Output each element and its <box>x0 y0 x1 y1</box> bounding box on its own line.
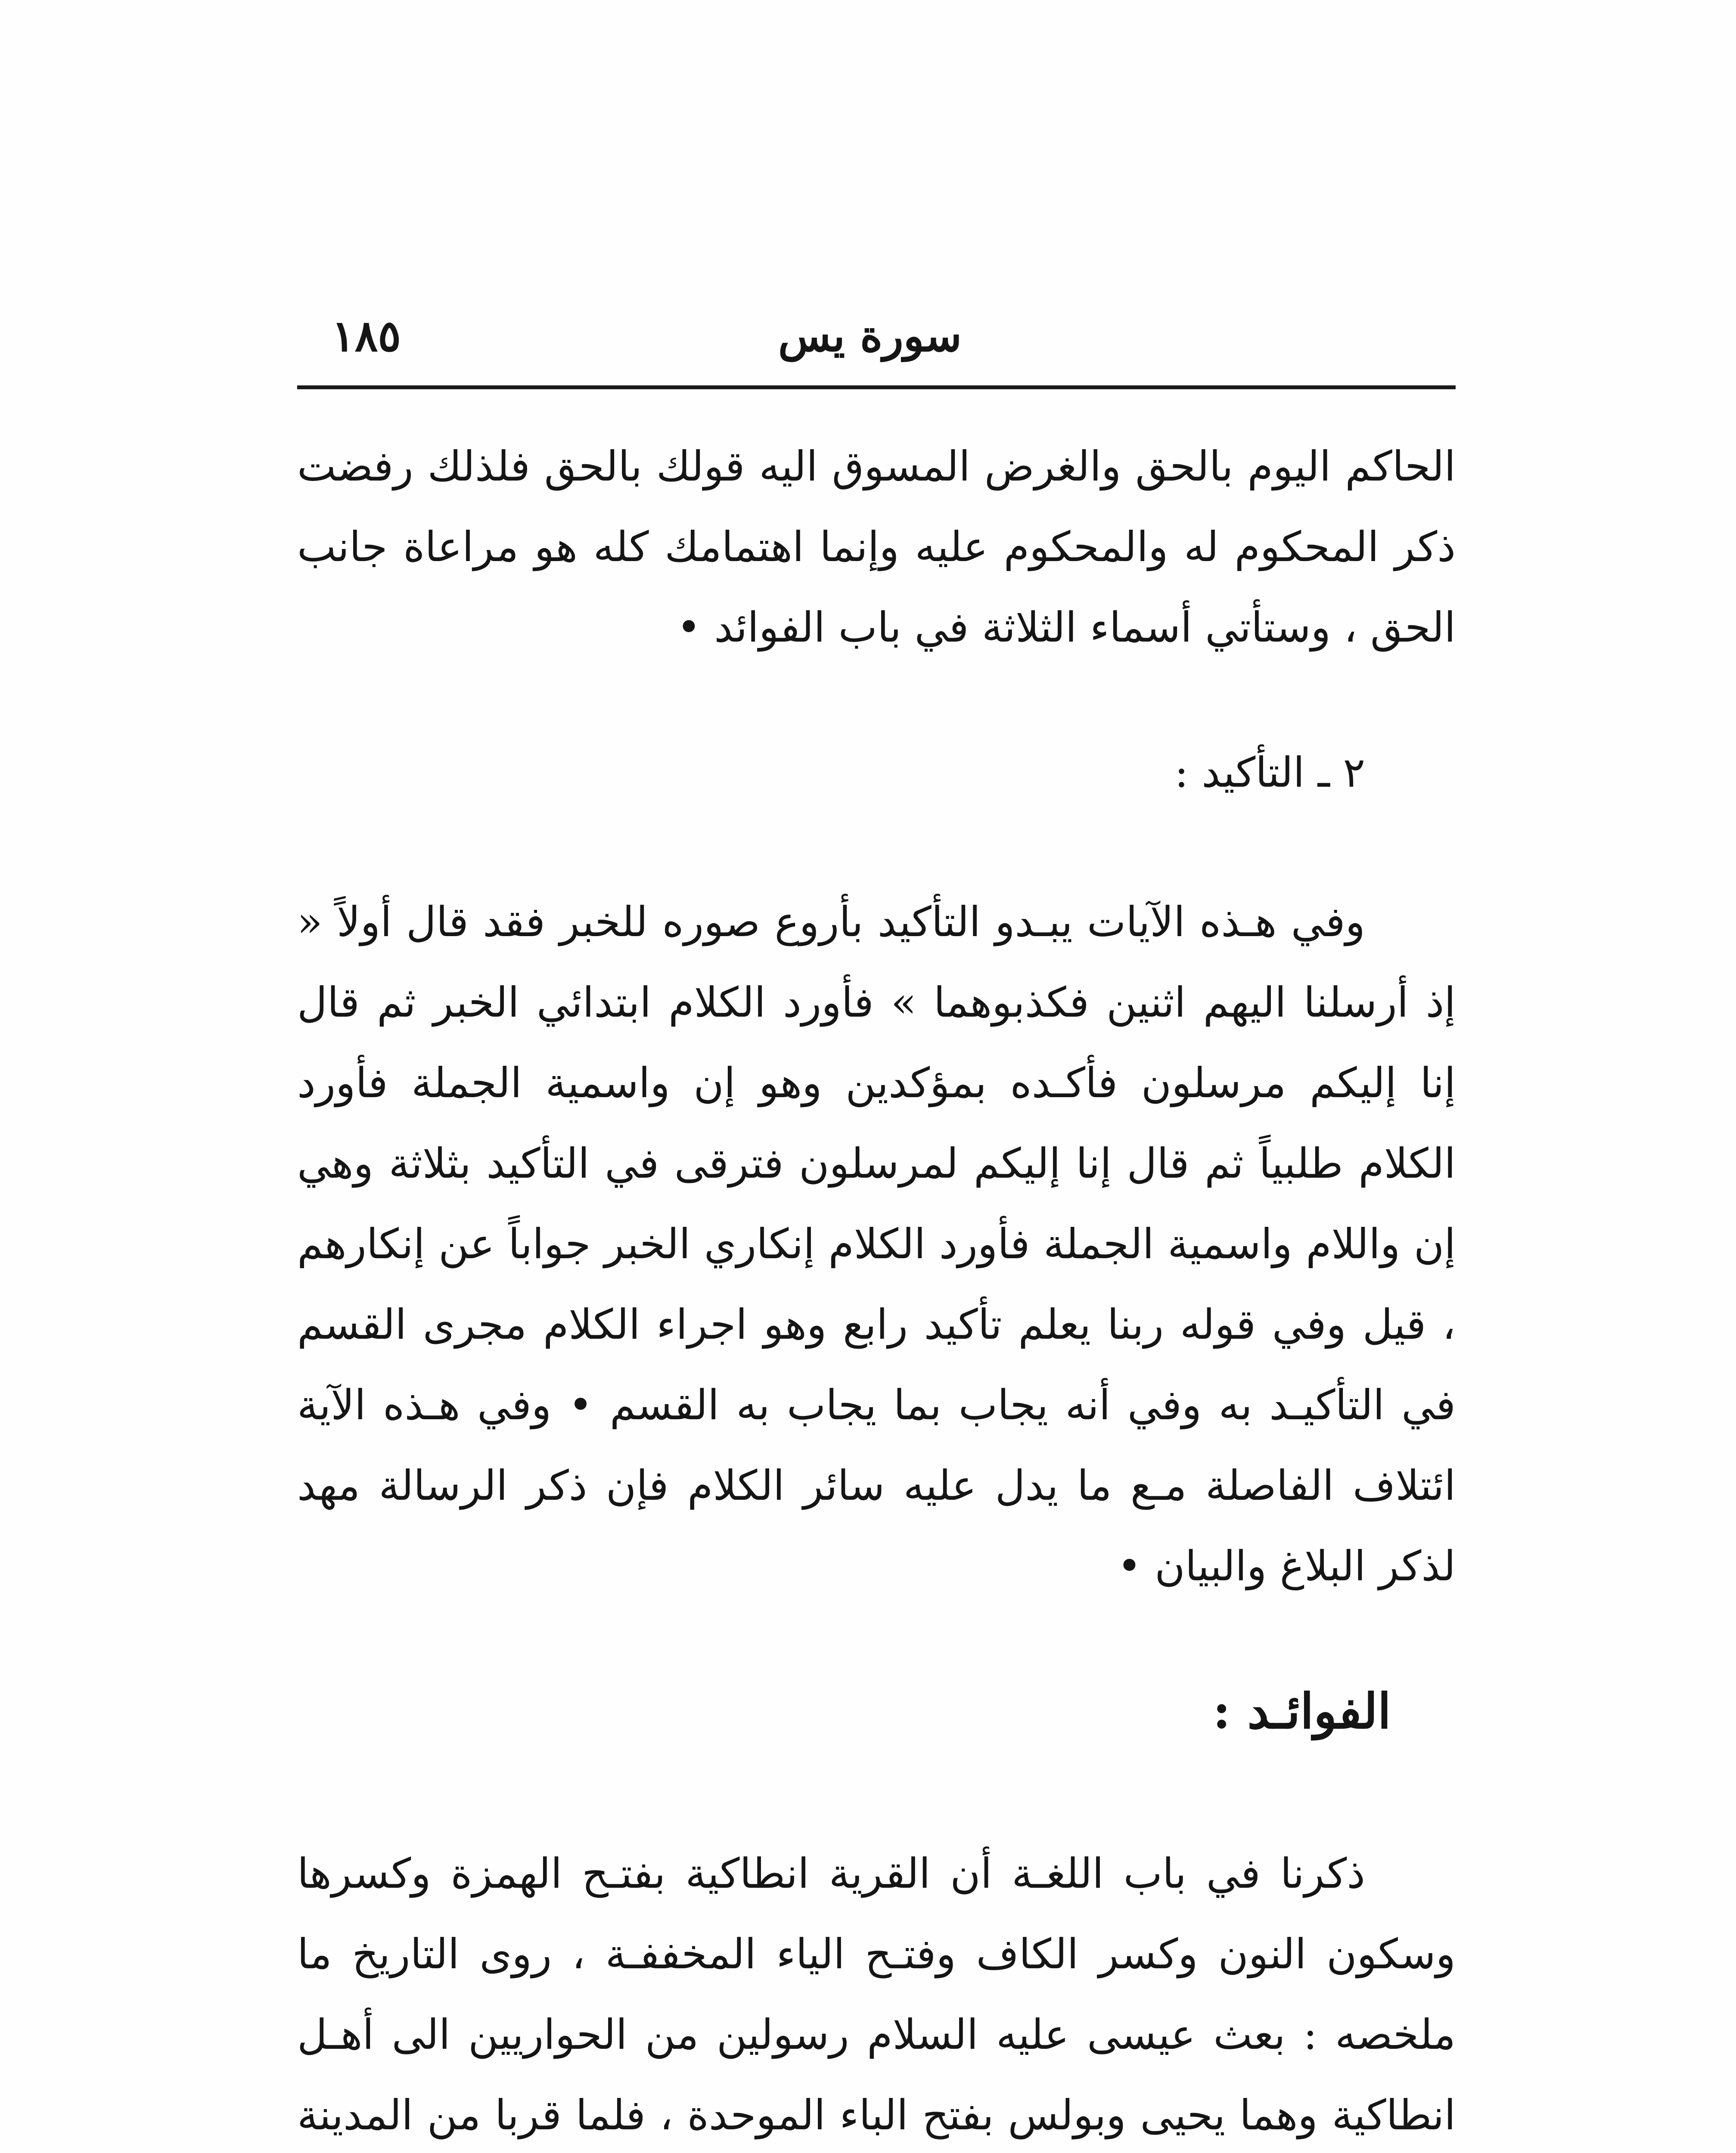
running-header <box>297 297 1443 379</box>
paragraph-benefits: ذكرنا في باب اللغـة أن القرية انطاكية بفتـح الهمزة وكسرها وسكون النون وكسر الكاف وفتـح الياء المخففـة ، روى التاريخ ما ملخصه : بعث عيسى عليه السلام رسولين من الحواريين الى أهـل انطاكية وهما يحيى وبولس بفتح الباء الموحدة ، فلما قربا من المدينة <box>297 1849 1456 2139</box>
page-number: ١٨٥ <box>332 310 401 361</box>
paragraph-continued: الحاكم اليوم بالحق والغرض المسوق اليه قولك بالحق فلذلك رفضت ذكر المحكوم له والمحكوم عليه وإنما اهتمامك كله هو مراعاة جانب الحق ، وستأتي أسماء الثلاثة في باب الفوائد • <box>297 442 1456 651</box>
page-body <box>297 426 1456 2153</box>
spacer <box>297 668 1456 732</box>
header-rule <box>297 385 1456 389</box>
paragraph-emphasis: وفي هـذه الآيات يبـدو التأكيد بأروع صوره للخبر فقد قال أولاً « إذ أرسلنا اليهم اثنين فكذبوهما » فأورد الكلام ابتدائي الخبر ثم قال إنا إليكم مرسلون فأكـده بمؤكدين وهو إن واسمية الجملة فأورد الكلام طلبياً ثم قال إنا إليكم لمرسلون فترقى في التأكيد بثلاثة وهي إن واللام واسمية الجملة فأورد الكلام إنكاري الخبر جواباً عن إنكارهم ، قيل وفي قوله ربنا يعلم تأكيد رابع وهو اجراء الكلام مجرى القسم في التأكيـد به وفي أنه يجاب بما يجاب به القسم • وفي هـذه الآية ائتلاف الفاصلة مـع ما يدل عليه سائر الكلام فإن ذكر الرسالة مهد لذكر البلاغ والبيان • <box>297 898 1456 1590</box>
subheading-emphasis: ٢ ـ التأكيد : <box>1174 748 1365 797</box>
running-title: سورة يس <box>778 310 962 361</box>
spacer <box>297 1752 1456 1833</box>
section-heading-benefits: الفوائـد : <box>1213 1683 1391 1740</box>
spacer <box>297 813 1456 882</box>
spacer <box>297 1607 1456 1671</box>
